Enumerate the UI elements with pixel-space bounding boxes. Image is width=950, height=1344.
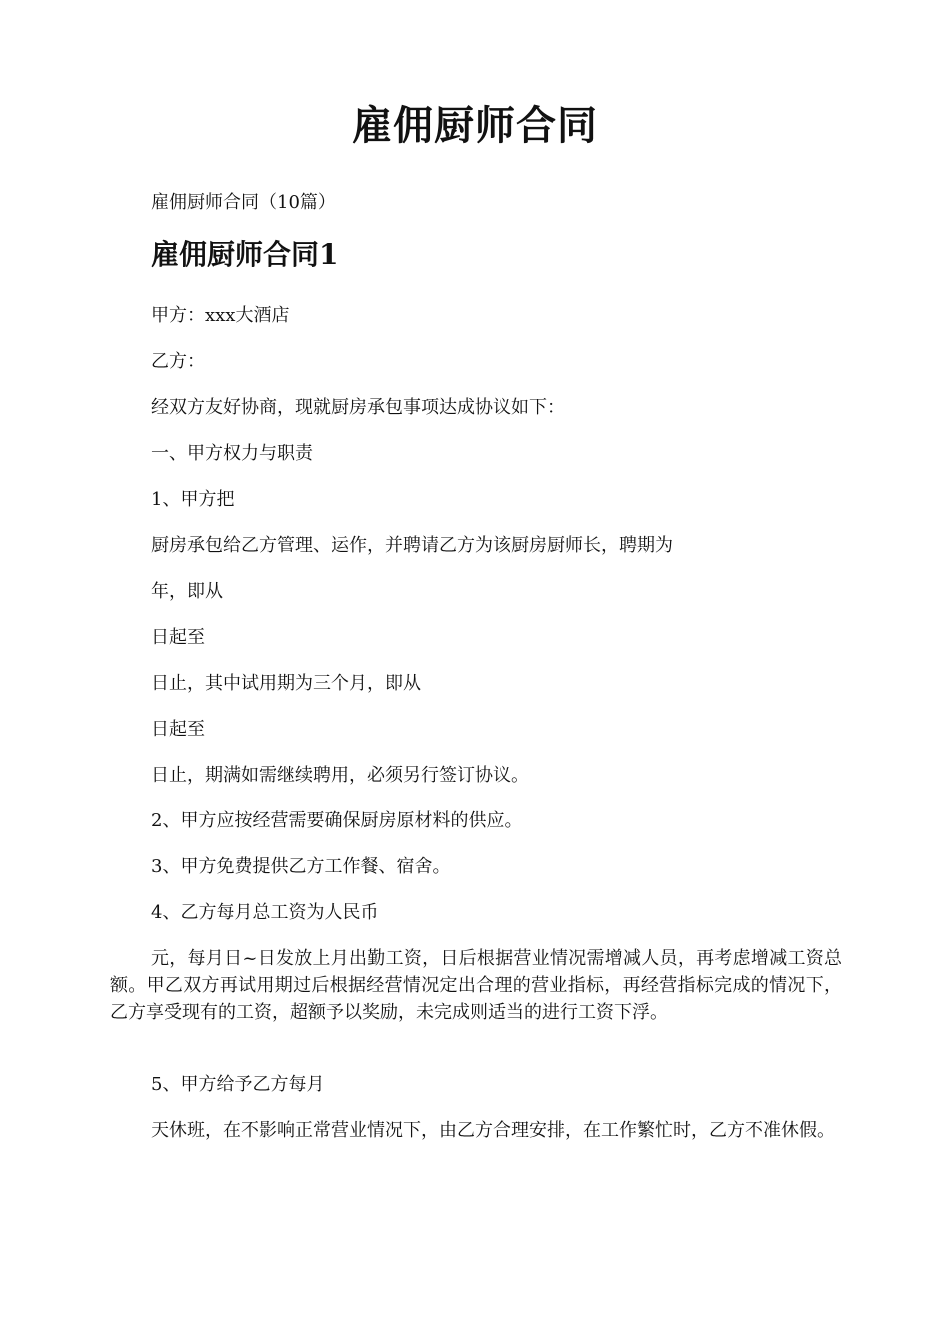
agreement-intro: 经双方友好协商，现就厨房承包事项达成协议如下： (151, 397, 565, 418)
clause-1-text: 日止，其中试用期为三个月，即从 (151, 673, 421, 694)
clause-1-text: 厨房承包给乙方管理、运作，并聘请乙方为该厨房厨师长，聘期为 (151, 535, 673, 556)
clause-1-text: 日起至 (151, 719, 205, 740)
document-subtitle: 雇佣厨师合同（10篇） (151, 192, 336, 213)
clause-1-text: 日起至 (151, 627, 205, 648)
clause-1-text: 日止，期满如需继续聘用，必须另行签订协议。 (151, 765, 529, 786)
clause-5: 5、甲方给予乙方每月 (151, 1074, 325, 1095)
clause-1-text: 年，即从 (151, 581, 223, 602)
clause-2: 2、甲方应按经营需要确保厨房原材料的供应。 (151, 810, 523, 831)
document-title: 雇佣厨师合同 (352, 102, 598, 149)
clause-3: 3、甲方免费提供乙方工作餐、宿舍。 (151, 856, 451, 877)
section-heading: 雇佣厨师合同1 (151, 238, 339, 271)
clause-4: 4、乙方每月总工资为人民币 (151, 902, 379, 923)
wage-paragraph: 元，每月日~日发放上月出勤工资，日后根据营业情况需增减人员，再考虑增减工资总额。甲乙双方再试用期过后根据经营情况定出合理的营业指标，再经营指标完成的情况下，乙方享受现有的工资，超额予以奖励，未完成则适当的进行工资下浮。 (110, 948, 842, 1023)
party-a-line: 甲方：xxx大酒店 (151, 305, 290, 326)
clause-heading-1: 一、甲方权力与职责 (151, 443, 313, 464)
rest-day-paragraph: 天休班，在不影响正常营业情况下，由乙方合理安排，在工作繁忙时，乙方不准休假。 (151, 1120, 835, 1141)
clause-1-start: 1、甲方把 (151, 489, 235, 510)
party-b-line: 乙方： (151, 351, 205, 372)
